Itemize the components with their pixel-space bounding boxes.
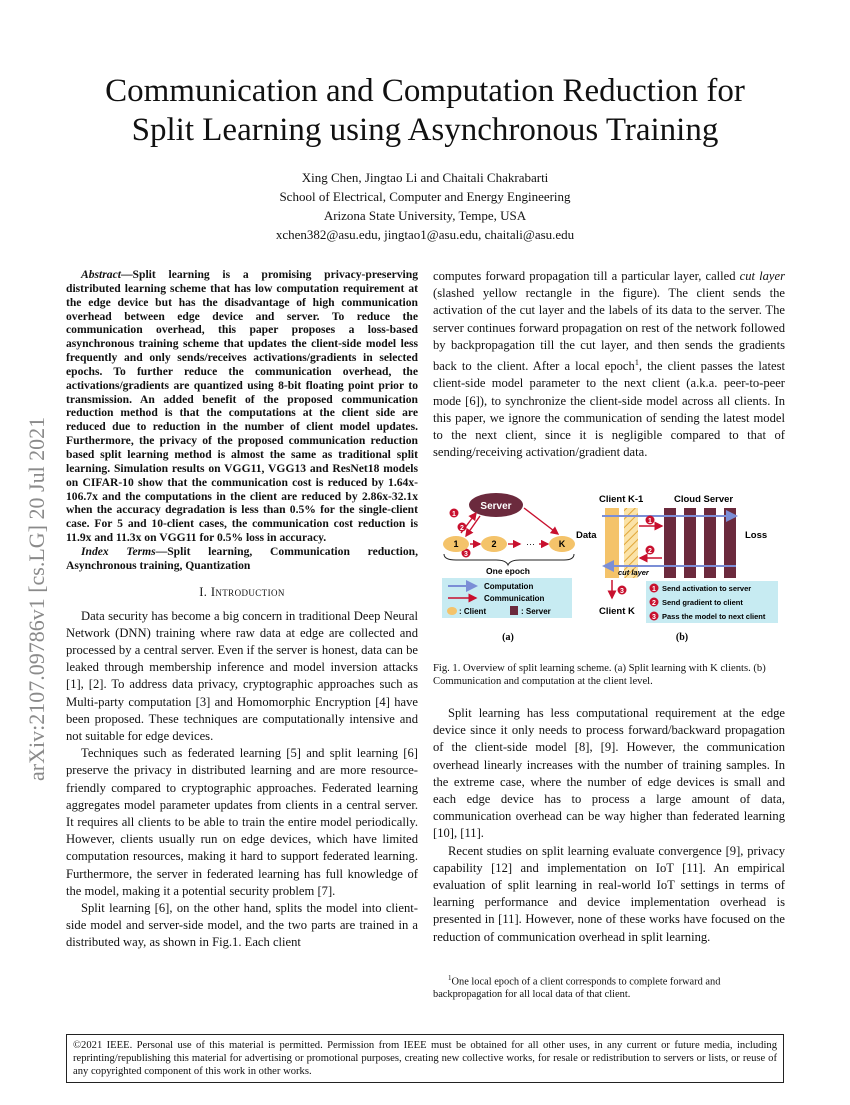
paragraph: Split learning has less computational requirement at the edge device since it only needs to process forward/backward propagation of the client-side model [8], [9]. However, the communication overhead linearly increases with the number of training samples. In the extreme case, where the number of edge devices is small and each edge device has to process a large amount of data, communication overhead can be way higher than federated learning [10], [11]. — [433, 706, 785, 841]
server-layer-1 — [664, 508, 676, 578]
server-layer-3 — [704, 508, 716, 578]
legend-badge-2-text: 2 — [652, 600, 656, 607]
badge-1-text: 1 — [452, 511, 456, 518]
server-layer-4 — [724, 508, 736, 578]
legend-computation-label: Computation — [484, 582, 534, 591]
badge-3-text: 3 — [464, 551, 468, 558]
footnote-mark: 1 — [448, 974, 452, 982]
title-line-1: Communication and Computation Reduction for — [105, 73, 745, 109]
legend-step-1: Send activation to server — [662, 584, 752, 593]
legend-server-swatch — [510, 606, 518, 615]
badge-2-text: 2 — [460, 525, 464, 532]
paragraph: Techniques such as federated learning [5] and split learning [6] preserve the privacy in distributed learning and are more resource-friendly compared to cryptographic approaches. Federated learning aggregates model parameter updates from clients in a central server. It requires all clients to be able to train the entire model periodically. However, clients usually run on edge devices, which have limited computation resources, making it hard to support federated learning. Furthermore, the server in federated learning has full knowledge of the model, making it a potential security problem [7]. — [66, 746, 418, 898]
legend-step-2: Send gradient to client — [662, 598, 743, 607]
badge-b2-text: 2 — [648, 548, 652, 555]
paragraph: Data security has become a big concern in traditional Deep Neural Network (DNN) training where raw data at edge are collected and processed by a central server. Even if the server is honest, data can be leaked through membership inference and model inversion attacks [1], [2]. To address data privacy, cryptographic approaches such as Multi-party computation [3] and Homomorphic Encryption [4] have been proposed. These techniques are computationally intensive and not suitable for edge devices. — [66, 608, 418, 743]
emails: xchen382@asu.edu, jingtao1@asu.edu, chaitali@asu.edu — [275, 227, 575, 242]
author-block — [60, 168, 790, 244]
label-b: (b) — [675, 632, 689, 643]
affiliation-2: Arizona State University, Tempe, USA — [323, 208, 527, 223]
cut-layer-label: cut layer — [618, 568, 649, 577]
arxiv-side-stamp — [0, 0, 60, 1100]
footnote-ref: 1 — [634, 358, 639, 368]
server-layer-2 — [684, 508, 696, 578]
legend-badge-3-text: 3 — [652, 614, 656, 621]
arxiv-stamp-text: arXiv:2107.09786v1 [cs.LG] 20 Jul 2021 — [24, 416, 49, 781]
copyright-notice: ©2021 IEEE. Personal use of this material is permitted. Permission from IEEE must be obtained for all other uses, in any current or future media, including reprinting/republishing this material for advertising or promotional purposes, creating new collective works, for resale or redistribution to servers or lists, or reuse of any copyrighted component of this work in other works. — [66, 1034, 784, 1083]
figure-1 — [436, 486, 786, 646]
figure-svg — [436, 486, 786, 646]
client-layer — [605, 508, 619, 578]
cut-layer-term: cut layer — [739, 269, 785, 283]
paragraph: Split learning [6], on the other hand, splits the model into client-side model and server-side model, and the two parts are trained in a distributed way, as shown in Fig.1. Each client — [66, 901, 418, 950]
intro-text — [66, 608, 418, 952]
label-a: (a) — [502, 632, 514, 643]
data-label: Data — [576, 530, 597, 541]
right-column-bottom — [433, 705, 785, 946]
arrow-to-client — [466, 516, 480, 536]
footnote — [433, 972, 785, 1002]
text-run: , the client passes the latest client-side model parameter to the next client (a.k.a. peer-to-peer mode [6]), to synchronize the client-side model across all clients. In this paper, we ignore the communication of sending the latest model to the next client, since it is negligible compared to that of sending/receiving activation/gradient data. — [433, 359, 785, 460]
client-node-k-label: K — [558, 539, 566, 549]
index-terms-label: Index Terms — [81, 544, 156, 558]
paper-title — [60, 72, 790, 150]
legend-server-label: : Server — [521, 607, 551, 616]
title-line-2: Split Learning using Asynchronous Training — [131, 112, 719, 148]
abstract-label: Abstract — [81, 268, 121, 281]
badge-b1-text: 1 — [648, 518, 652, 525]
legend-client-swatch — [447, 607, 457, 615]
section-heading-text: I. Introduction — [199, 584, 285, 599]
text-run: computes forward propagation till a particular layer, called — [433, 269, 740, 283]
abstract — [66, 268, 418, 573]
cloud-server-label: Cloud Server — [674, 494, 734, 505]
paragraph — [433, 268, 785, 461]
legend-client-label: : Client — [459, 607, 487, 616]
abstract-text: —Split learning is a promising privacy-preserving distributed learning scheme that has low computation requirement at the edge device but has the disadvantage of high communication overhead between edge device and server. To reduce the communication overhead, this paper proposes a loss-based asynchronous training scheme that updates the client-side model less frequently and only sends/receives activations/gradients in selected epochs. To further reduce the communication overhead, the activations/gradients are quantized using 8-bit floating point prior to transmission. An added benefit of the proposed communication reduction method is that the computations at the client side are reduced due to reduction in the number of client model updates. Furthermore, the privacy of the proposed communication reduction based split learning method is almost the same as traditional split learning. Simulation results on VGG11, VGG13 and ResNet18 models on CIFAR-10 show that the communication cost is reduced by 1.64x-106.7x and the computations in the client are reduced by 2.86x-32.1x when the accuracy degradation is less than 0.5% for the single-client case. For 5 and 10-client cases, the communication cost reduction is 11.9x and 11.3x on VGG11 for 0.5% loss in accuracy. — [66, 268, 418, 545]
legend-communication-label: Communication — [484, 594, 545, 603]
client-k1-label: Client K-1 — [599, 494, 644, 505]
badge-b3-text: 3 — [620, 588, 624, 595]
client-k-label: Client K — [599, 606, 635, 617]
figure-caption: Fig. 1. Overview of split learning scheme. (a) Split learning with K clients. (b) Communication and computation at the client level. — [433, 663, 766, 687]
footnote-text: One local epoch of a client corresponds to complete forward and backpropagation for all local data of that client. — [433, 976, 721, 1001]
right-column-top — [433, 268, 785, 461]
authors: Xing Chen, Jingtao Li and Chaitali Chakrabarti — [301, 170, 549, 185]
client-node-1-label: 1 — [453, 539, 459, 549]
text-run: (slashed yellow rectangle in the figure). The client sends the activation of the cut layer and the labels of its data to the server. The server continues forward propagation on rest of the network followed by backpropagation till the cut layer, and then sends the gradients back to the client. After a local epoch — [433, 286, 785, 374]
loss-label: Loss — [745, 530, 768, 541]
client-node-2-label: 2 — [491, 539, 497, 549]
legend-step-3: Pass the model to next client — [662, 612, 766, 621]
arrow-server-to-k — [524, 508, 558, 534]
left-column — [66, 268, 418, 952]
dots-a: ··· — [526, 539, 535, 549]
legend-badge-1-text: 1 — [652, 586, 656, 593]
one-epoch-label: One epoch — [486, 566, 530, 576]
arxiv-stamp-svg — [0, 0, 60, 1100]
section-heading — [66, 585, 418, 600]
index-terms-text: —Split learning, Communication reduction, Asynchronous training, Quantization — [66, 544, 418, 572]
affiliation-1: School of Electrical, Computer and Energy Engineering — [279, 189, 571, 204]
server-label: Server — [480, 501, 512, 512]
paragraph: Recent studies on split learning evaluate convergence [9], privacy capability [12] and implementation on IoT [11]. An empirical evaluation of split learning in real-world IoT settings in terms of learning performance and device implementation overhead is presented in [11]. However, none of these works have focused on the reduction of communication overhead in split learning. — [433, 843, 785, 944]
